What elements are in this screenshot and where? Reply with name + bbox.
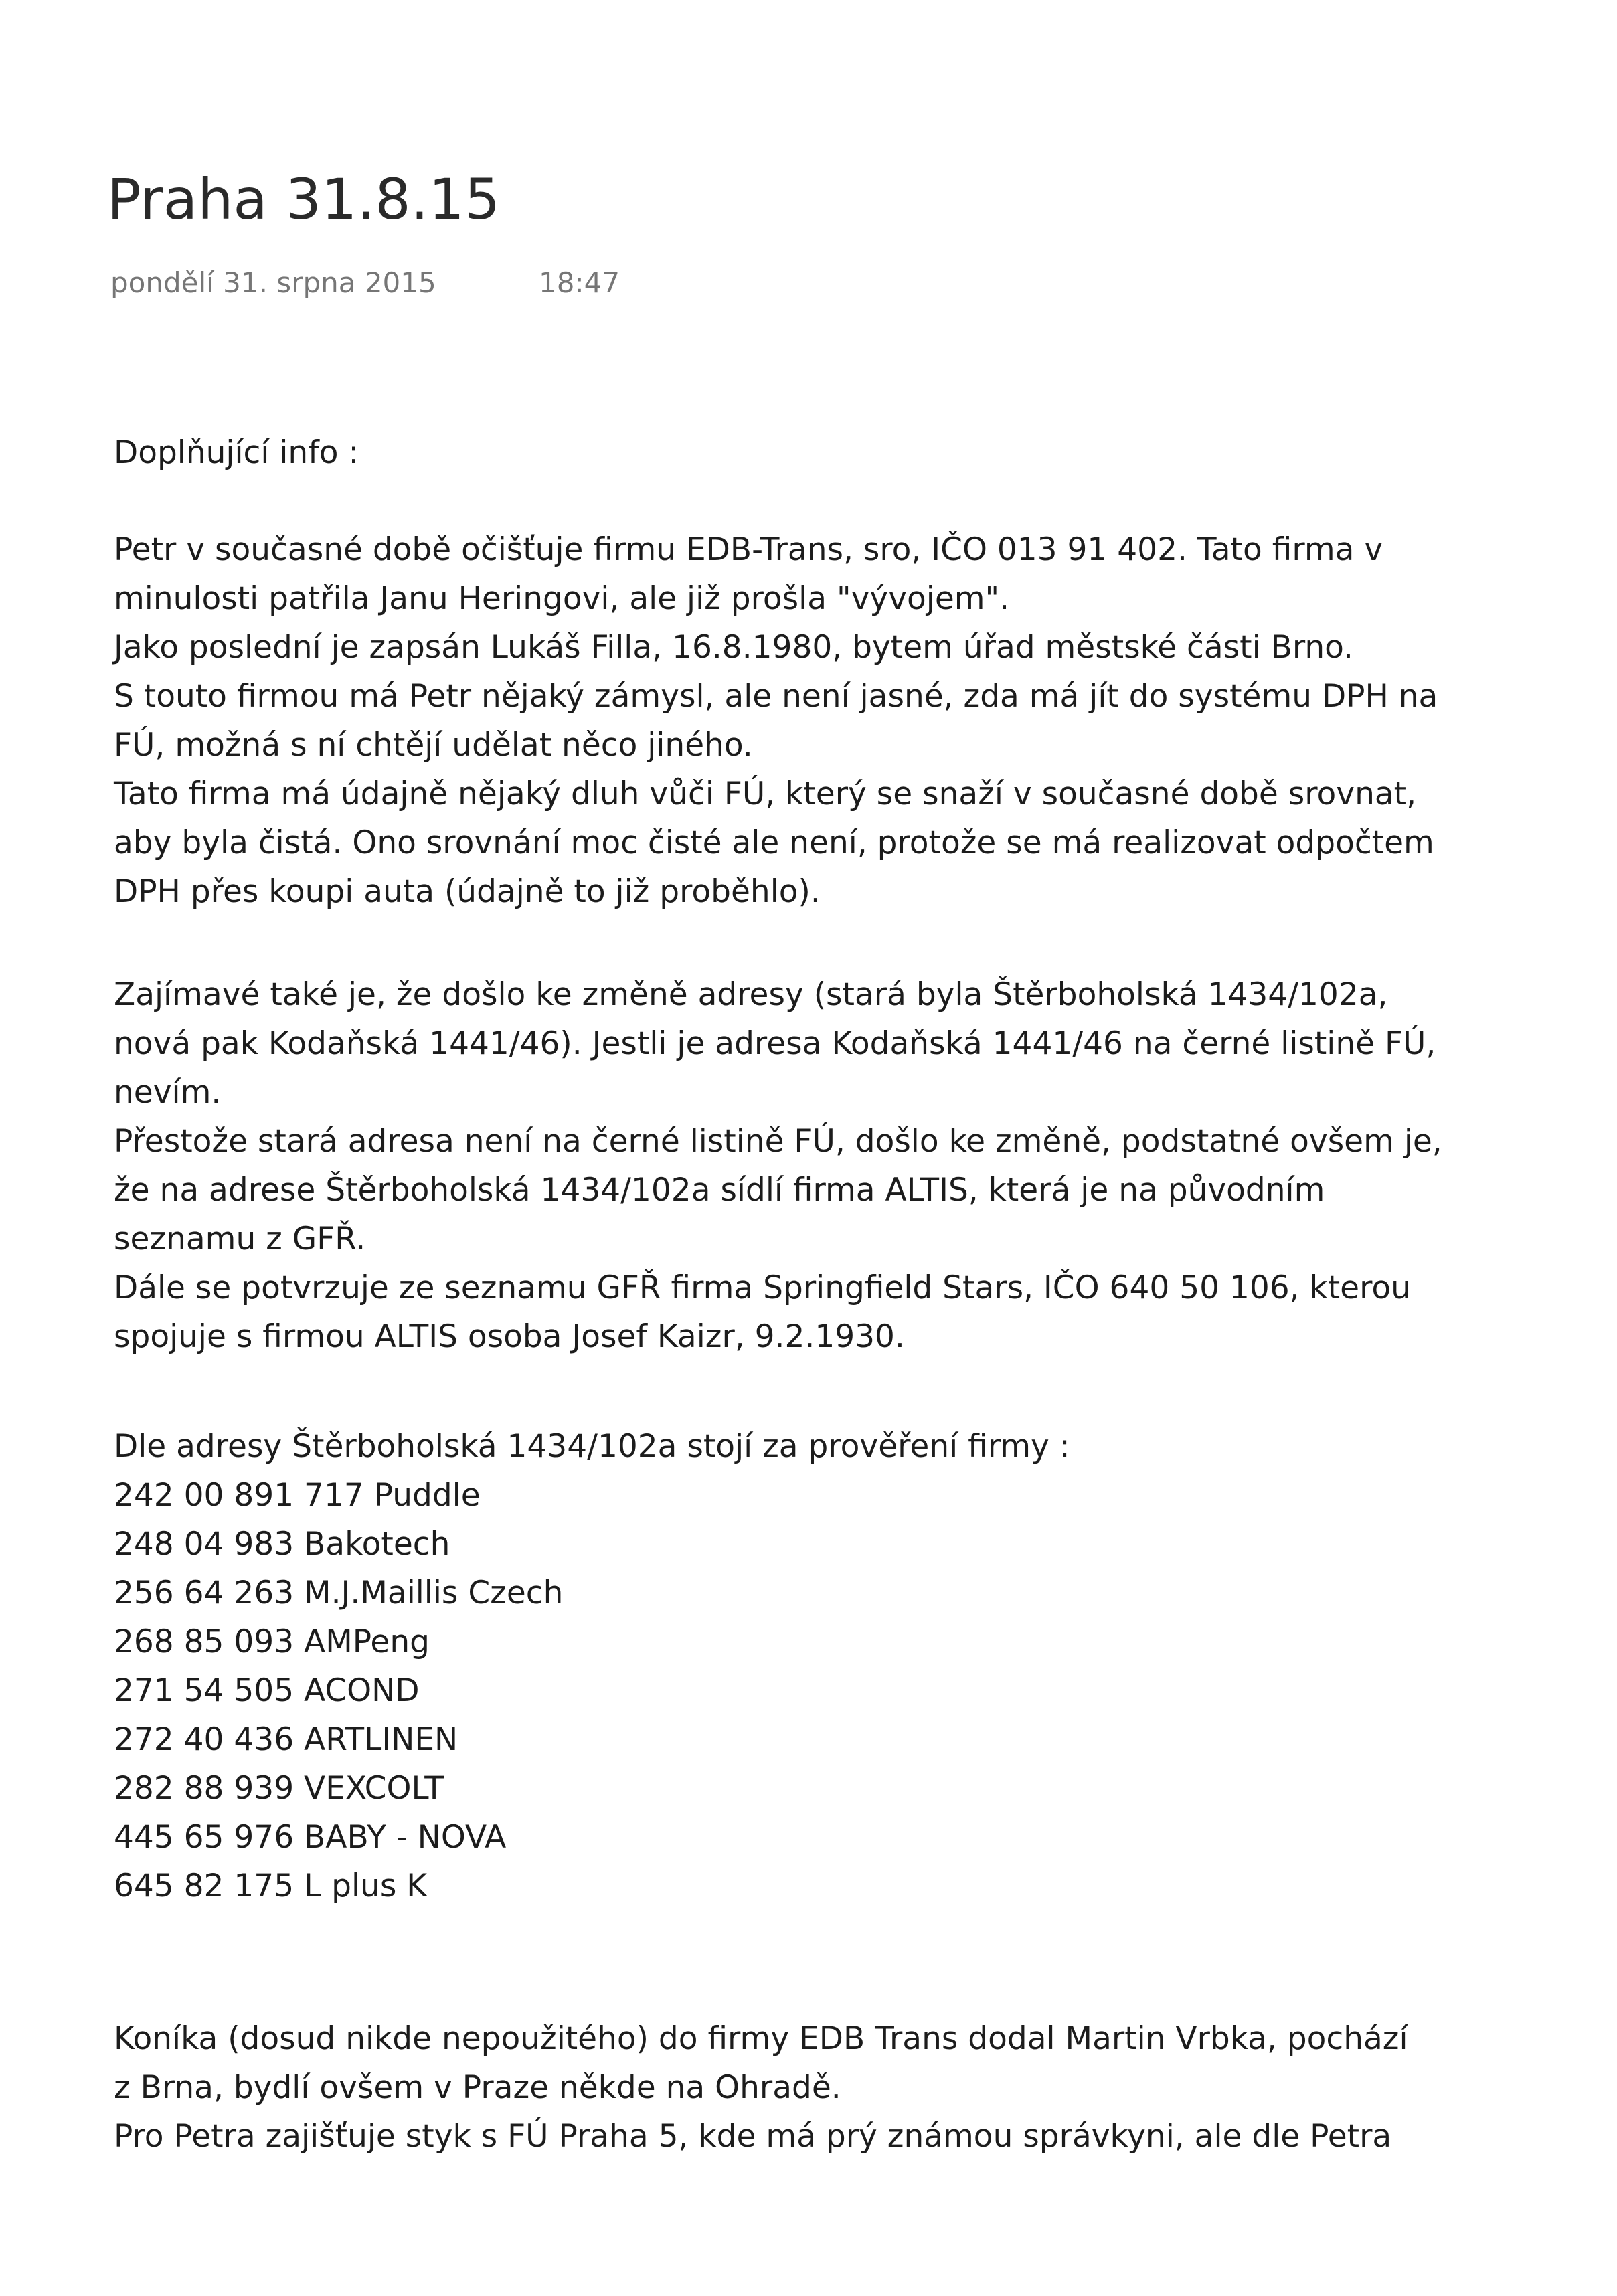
text-line: FÚ, možná s ní chtějí udělat něco jiného. xyxy=(114,727,753,764)
page-cutoff xyxy=(0,2228,1617,2296)
text-line: Tato firma má údajně nějaký dluh vůči FÚ, který se snaží v současné době srovnat, xyxy=(114,776,1417,812)
text-line: aby byla čistá. Ono srovnání moc čisté ale není, protože se má realizovat odpočtem xyxy=(114,824,1434,861)
text-line: Zajímavé také je, že došlo ke změně adresy (stará byla Štěrboholská 1434/102a, xyxy=(114,976,1388,1013)
paragraph-konik xyxy=(114,2014,1546,2161)
list-intro: Dle adresy Štěrboholská 1434/102a stojí za prověření firmy : xyxy=(114,1428,1070,1465)
heading-text: Doplňující info : xyxy=(114,434,359,471)
text-line: spojuje s firmou ALTIS osoba Josef Kaizr, 9.2.1930. xyxy=(114,1318,905,1355)
section-heading xyxy=(114,428,1546,477)
list-item: 445 65 976 BABY - NOVA xyxy=(114,1819,507,1856)
text-line: DPH přes koupi auta (údajně to již proběhlo). xyxy=(114,873,821,910)
text-line: minulosti patřila Janu Heringovi, ale již prošla "vývojem". xyxy=(114,580,1010,617)
text-line: Přestože stará adresa není na černé listině FÚ, došlo ke změně, podstatné ovšem je, xyxy=(114,1123,1442,1160)
text-line: Dále se potvrzuje ze seznamu GFŘ firma Springfield Stars, IČO 640 50 106, kterou xyxy=(114,1269,1411,1306)
text-line: Koníka (dosud nikde nepoužitého) do firmy EDB Trans dodal Martin Vrbka, pochází xyxy=(114,2020,1408,2057)
note-date: pondělí 31. srpna 2015 xyxy=(110,266,436,299)
text-line: Petr v současné době očišťuje firmu EDB-Trans, sro, IČO 013 91 402. Tato firma v xyxy=(114,531,1383,568)
text-line: nevím. xyxy=(114,1074,222,1111)
page-title: Praha 31.8.15 xyxy=(107,167,501,232)
list-item: 272 40 436 ARTLINEN xyxy=(114,1721,458,1758)
text-line: seznamu z GFŘ. xyxy=(114,1221,366,1257)
list-item: 256 64 263 M.J.Maillis Czech xyxy=(114,1575,564,1611)
paragraph-address-change xyxy=(114,970,1546,1361)
text-line: z Brna, bydlí ovšem v Praze někde na Ohradě. xyxy=(114,2069,841,2106)
list-item: 242 00 891 717 Puddle xyxy=(114,1477,481,1514)
list-item: 248 04 983 Bakotech xyxy=(114,1526,450,1563)
list-item: 645 82 175 L plus K xyxy=(114,1868,428,1905)
paragraph-edb-trans xyxy=(114,525,1546,916)
text-line: S touto firmou má Petr nějaký zámysl, ale není jasné, zda má jít do systému DPH na xyxy=(114,678,1438,715)
list-item: 268 85 093 AMPeng xyxy=(114,1623,430,1660)
text-line: Jako poslední je zapsán Lukáš Filla, 16.8.1980, bytem úřad městské části Brno. xyxy=(114,629,1353,666)
note-time: 18:47 xyxy=(539,266,620,299)
list-item: 271 54 505 ACOND xyxy=(114,1672,420,1709)
text-line: že na adrese Štěrboholská 1434/102a sídlí firma ALTIS, která je na původním xyxy=(114,1172,1325,1209)
text-line: nová pak Kodaňská 1441/46). Jestli je adresa Kodaňská 1441/46 na černé listině FÚ, xyxy=(114,1025,1436,1062)
note-timestamp xyxy=(110,264,620,302)
company-list-section xyxy=(114,1422,1546,1911)
list-item: 282 88 939 VEXCOLT xyxy=(114,1770,444,1807)
text-line: Pro Petra zajišťuje styk s FÚ Praha 5, kde má prý známou správkyni, ale dle Petra xyxy=(114,2118,1392,2155)
